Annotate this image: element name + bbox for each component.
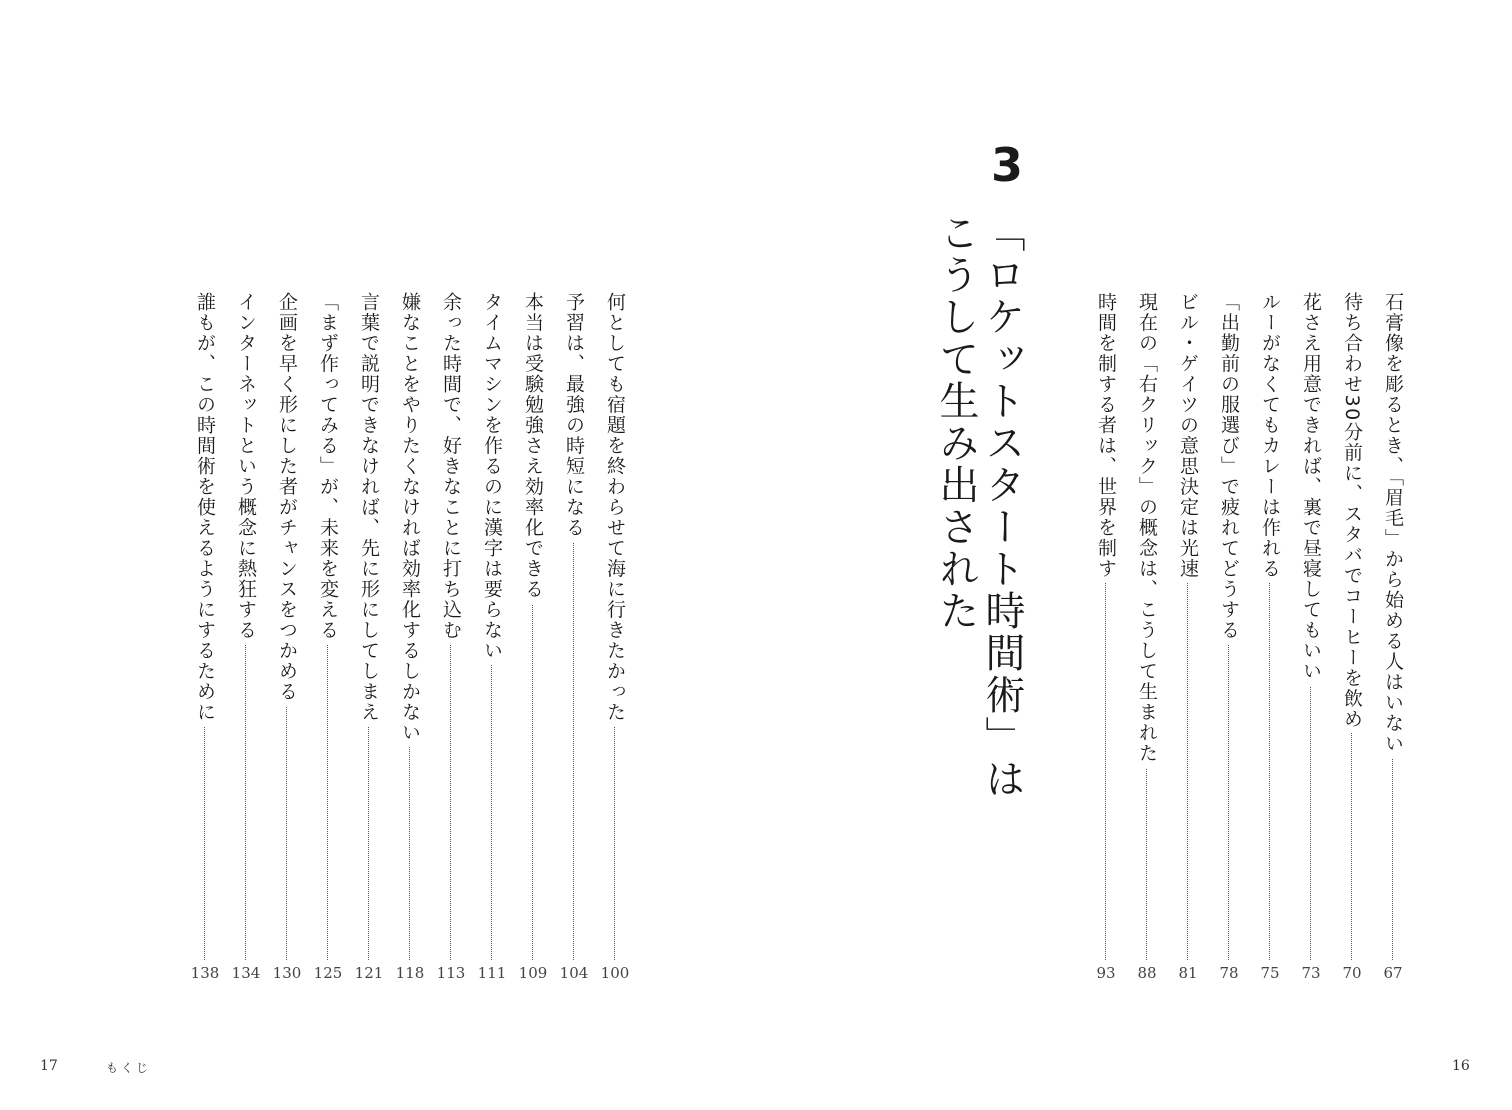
toc-entry-page: 118 (395, 964, 425, 982)
toc-entry-title: ルーがなくてもカレーは作れる (1259, 292, 1281, 583)
page-number-right: 16 (1452, 1058, 1470, 1074)
toc-entry[interactable] (274, 292, 300, 992)
toc-entry-title: 誰もが、この時間術を使えるようにするために (194, 292, 216, 727)
toc-entry-page: 78 (1219, 964, 1239, 982)
toc-entry[interactable] (1257, 292, 1283, 992)
toc-entry-title: 時間を制する者は、世界を制す (1095, 292, 1117, 583)
toc-entry-page: 73 (1301, 964, 1321, 982)
toc-entry-title: タイムマシンを作るのに漢字は要らない (481, 292, 503, 665)
toc-entry-page: 134 (231, 964, 261, 982)
toc-entry-title: 石膏像を彫るとき、「眉毛」から始める人はいない (1382, 292, 1404, 758)
toc-entry-title: 現在の「右クリック」の概念は、こうして生まれた (1136, 292, 1158, 768)
toc-entry-page: 88 (1137, 964, 1157, 982)
toc-entry-page: 70 (1342, 964, 1362, 982)
toc-entry[interactable] (1093, 292, 1119, 992)
toc-entry-title: 「出勤前の服選び」で疲れてどうする (1218, 292, 1240, 645)
toc-entry[interactable] (1216, 292, 1242, 992)
toc-entry-page: 113 (436, 964, 466, 982)
toc-entry-title: 余った時間で、好きなことに打ち込む (440, 292, 462, 645)
toc-entry[interactable] (479, 292, 505, 992)
toc-entry-page: 121 (354, 964, 384, 982)
toc-entry[interactable] (1298, 292, 1324, 992)
toc-entry[interactable] (438, 292, 464, 992)
toc-entry-page: 125 (313, 964, 343, 982)
toc-entry-page: 67 (1383, 964, 1403, 982)
toc-entry[interactable] (397, 292, 423, 992)
page-number-left: 17 (40, 1058, 58, 1074)
toc-entry[interactable] (315, 292, 341, 992)
toc-entry-page: 100 (600, 964, 630, 982)
toc-entry-page: 138 (190, 964, 220, 982)
chapter-title-line-1: 「ロケットスタート時間術」は (979, 212, 1025, 800)
toc-entry[interactable] (356, 292, 382, 992)
toc-entry-page: 109 (518, 964, 548, 982)
toc-entry-title: 言葉で説明できなければ、先に形にしてしまえ (358, 292, 380, 727)
toc-entry-title: インターネットという概念に熱狂する (235, 292, 257, 645)
toc-entry[interactable] (520, 292, 546, 992)
chapter-number: 3 (990, 138, 1023, 192)
toc-entry-page: 104 (559, 964, 589, 982)
toc-entry-title: ビル・ゲイツの意思決定は光速 (1177, 292, 1199, 583)
toc-entry-title: 「まず作ってみる」が、未来を変える (317, 292, 339, 645)
running-head: もくじ (106, 1061, 152, 1075)
toc-entry[interactable] (1380, 292, 1406, 992)
toc-entry-page: 75 (1260, 964, 1280, 982)
toc-entry-title: 花さえ用意できれば、裏で昼寝してもいい (1300, 292, 1322, 686)
toc-entry-title: 待ち合わせ30分前に、スタバでコーヒーを飲め (1341, 292, 1363, 733)
toc-entry-title: 本当は受験勉強さえ効率化できる (522, 292, 544, 604)
toc-entry-page: 111 (477, 964, 507, 982)
toc-entry-page: 130 (272, 964, 302, 982)
toc-entry-page: 81 (1178, 964, 1198, 982)
toc-entry-title: 嫌なことをやりたくなければ効率化するしかない (399, 292, 421, 747)
toc-entry[interactable] (1339, 292, 1365, 992)
toc-entry[interactable] (233, 292, 259, 992)
toc-entry[interactable] (1134, 292, 1160, 992)
toc-entry-title: 予習は、最強の時短になる (563, 292, 585, 542)
toc-entry-title: 何としても宿題を終わらせて海に行きたかった (604, 292, 626, 727)
toc-entry[interactable] (192, 292, 218, 992)
toc-entry[interactable] (1175, 292, 1201, 992)
toc-entry[interactable] (602, 292, 628, 992)
toc-entry-title: 企画を早く形にした者がチャンスをつかめる (276, 292, 298, 706)
toc-entry-page: 93 (1096, 964, 1116, 982)
chapter-title-line-2: こうして生み出された (933, 212, 979, 632)
toc-entry[interactable] (561, 292, 587, 992)
